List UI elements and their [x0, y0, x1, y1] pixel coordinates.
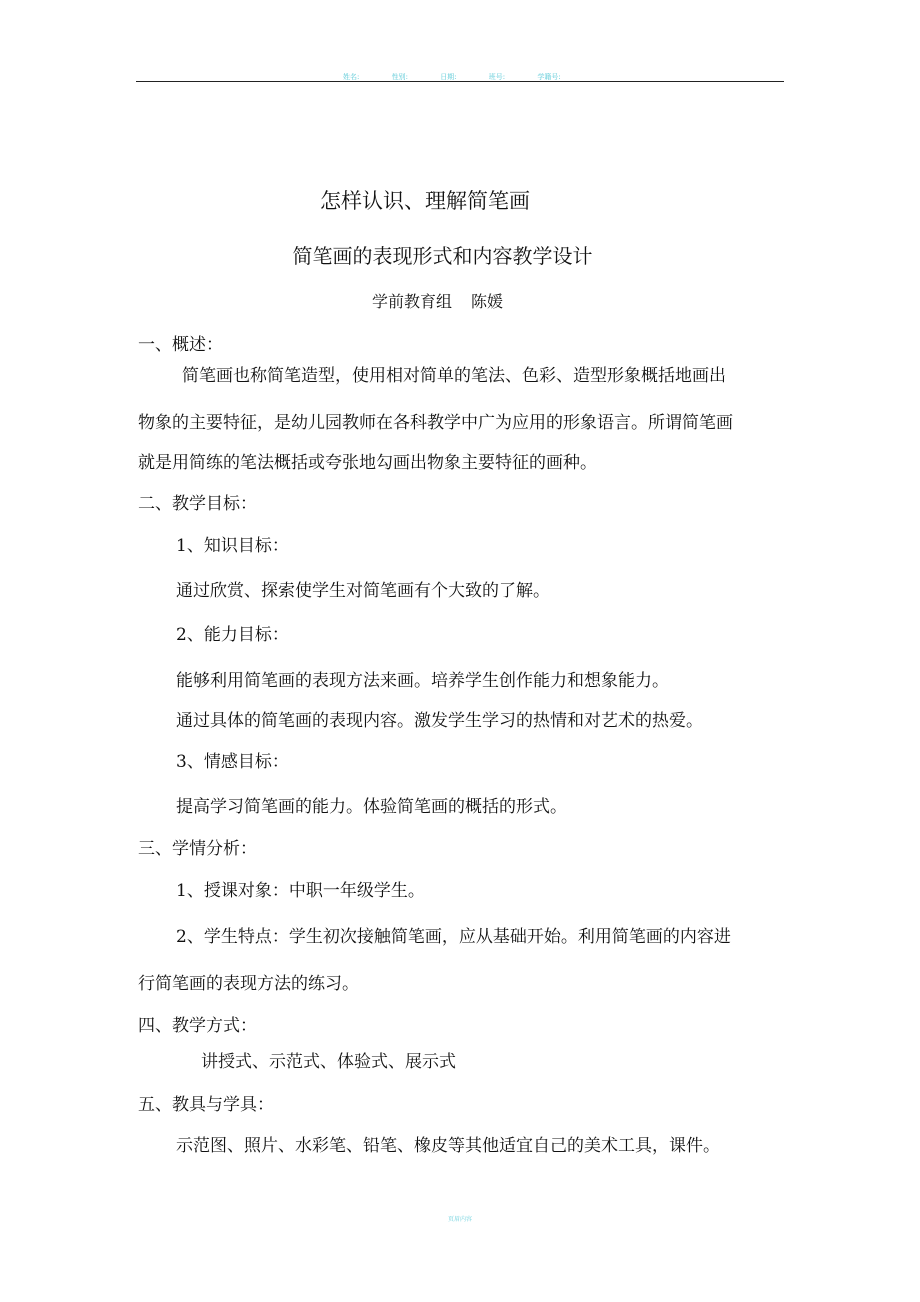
paragraph-line: 通过具体的简笔画的表现内容。激发学生学习的热情和对艺术的热爱。	[176, 711, 703, 731]
paragraph-line: 通过欣赏、探索使学生对简笔画有个大致的了解。	[176, 581, 550, 601]
paragraph-line: 物象的主要特征，是幼儿园教师在各科教学中广为应用的形象语言。所谓简笔画	[138, 413, 733, 433]
document-title: 怎样认识、理解简笔画	[320, 189, 530, 213]
document-subtitle: 简笔画的表现形式和内容教学设计	[292, 244, 593, 268]
section-heading-overview: 一、概述：	[138, 335, 223, 355]
paragraph-line: 就是用简练的笔法概括或夸张地勾画出物象主要特征的画种。	[138, 453, 597, 473]
paragraph-line: 行简笔画的表现方法的练习。	[138, 974, 359, 994]
paragraph-line: 简笔画也称简笔造型，使用相对简单的笔法、色彩、造型形象概括地画出	[182, 366, 726, 386]
header-field-student-id: 学籍号:	[537, 73, 561, 81]
paragraph-line: 提高学习简笔画的能力。体验简笔画的概括的形式。	[176, 797, 567, 817]
header-rule	[136, 81, 784, 82]
subheading-ability: 2、能力目标：	[176, 625, 289, 645]
section-heading-methods: 四、教学方式：	[138, 1016, 257, 1036]
header-field-class: 班号:	[488, 73, 506, 81]
section-heading-tools: 五、教具与学具：	[138, 1095, 274, 1115]
header-field-date: 日期:	[440, 73, 457, 81]
document-author: 学前教育组 陈媛	[371, 292, 504, 311]
section-heading-objectives: 二、教学目标：	[138, 494, 257, 514]
paragraph-line: 能够利用简笔画的表现方法来画。培养学生创作能力和想象能力。	[176, 671, 669, 691]
header-field-gender: 性别:	[391, 73, 408, 81]
paragraph-line: 示范图、照片、水彩笔、铅笔、橡皮等其他适宜自己的美术工具，课件。	[176, 1136, 720, 1156]
paragraph-line: 讲授式、示范式、体验式、展示式	[201, 1052, 456, 1072]
paragraph-line: 2、学生特点：学生初次接触简笔画，应从基础开始。利用简笔画的内容进	[176, 927, 731, 947]
paragraph-line: 1、授课对象：中职一年级学生。	[176, 881, 425, 901]
header-field-name: 姓名:	[343, 73, 360, 81]
subheading-knowledge: 1、知识目标：	[176, 536, 289, 556]
page-footer: 页眉内容	[447, 1216, 472, 1223]
subheading-emotion: 3、情感目标：	[176, 752, 289, 772]
section-heading-analysis: 三、学情分析：	[138, 839, 257, 859]
